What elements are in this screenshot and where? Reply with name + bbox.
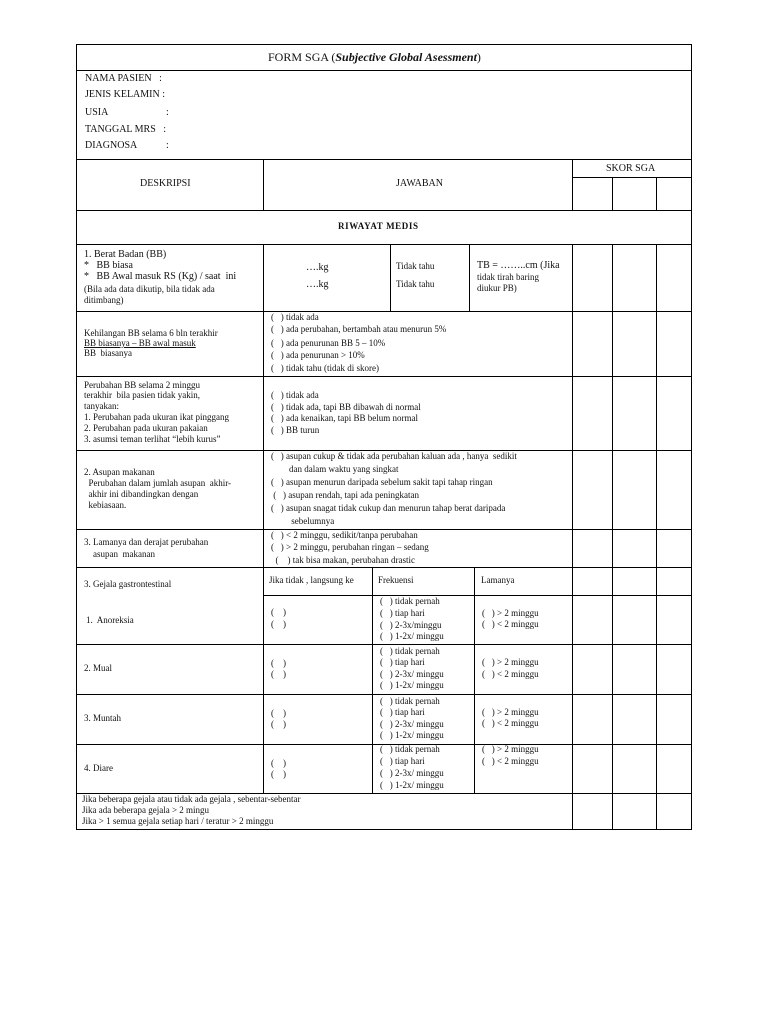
perubahan-desc: 1. Perubahan pada ukuran ikat pinggang: [84, 412, 229, 422]
asupan-desc: Perubahan dalam jumlah asupan akhir-: [84, 478, 232, 488]
freq-option[interactable]: ( ) tidak pernah: [380, 696, 440, 706]
berat-badan-desc: * BB biasa: [84, 260, 133, 271]
gejala-label-mual: 2. Mual: [84, 663, 112, 673]
tidak-tahu-option[interactable]: Tidak tahu: [396, 279, 435, 289]
scoring-note: Jika > 1 semua gejala setiap hari / teratur > 2 minggu: [82, 816, 274, 826]
patient-mrs-date-label: TANGGAL MRS :: [85, 124, 167, 135]
col-header-skor-sga: SKOR SGA: [606, 163, 656, 174]
lama-option[interactable]: ( ) < 2 minggu: [482, 669, 539, 679]
divider: [76, 694, 692, 695]
scoring-note: Jika beberapa gejala atau tidak ada gejala , sebentar-sebentar: [82, 794, 301, 804]
gejala-checkbox[interactable]: ( ): [271, 658, 286, 668]
asupan-option[interactable]: ( ) asupan menurun daripada sebelum sakit tapi tahap ringan: [271, 477, 493, 487]
lamanya-option[interactable]: ( ) tak bisa makan, perubahan drastic: [271, 555, 415, 565]
form-title: FORM SGA (Subjective Global Asessment): [268, 50, 481, 64]
divider: [76, 244, 692, 245]
freq-option[interactable]: ( ) tiap hari: [380, 608, 425, 618]
gejala-label-anoreksia: 1. Anoreksia: [86, 615, 134, 625]
divider: [263, 159, 264, 210]
kehilangan-option[interactable]: ( ) ada penurunan BB 5 – 10%: [271, 338, 386, 348]
gejala-col-frekuensi: Frekuensi: [378, 575, 414, 585]
divider: [263, 595, 692, 596]
kehilangan-option[interactable]: ( ) ada penurunan > 10%: [271, 350, 365, 360]
patient-age-label: USIA: [85, 107, 109, 118]
lamanya-desc: asupan makanan: [84, 549, 155, 559]
tb-note: diukur PB): [477, 283, 517, 293]
divider: [656, 177, 657, 210]
asupan-desc: akhir ini dibandingkan dengan: [84, 489, 199, 499]
section-title-riwayat-medis: RIWAYAT MEDIS: [338, 221, 419, 231]
lama-option[interactable]: ( ) > 2 minggu: [482, 744, 539, 754]
divider: [656, 244, 657, 830]
colon: :: [166, 140, 169, 151]
asupan-option[interactable]: ( ) asupan cukup & tidak ada perubahan kaluan ada , hanya sedikit: [271, 451, 517, 461]
divider: [76, 644, 692, 645]
lama-option[interactable]: ( ) < 2 minggu: [482, 756, 539, 766]
colon: :: [166, 107, 169, 118]
lama-option[interactable]: ( ) > 2 minggu: [482, 707, 539, 717]
divider: [76, 70, 692, 71]
bb-awal-kg-field[interactable]: ….kg: [306, 279, 329, 290]
freq-option[interactable]: ( ) tidak pernah: [380, 744, 440, 754]
kehilangan-formula: BB biasanya – BB awal masuk: [84, 338, 196, 348]
lama-option[interactable]: ( ) < 2 minggu: [482, 619, 539, 629]
freq-option[interactable]: ( ) tiap hari: [380, 657, 425, 667]
divider: [76, 376, 692, 377]
divider: [572, 159, 573, 210]
divider: [474, 567, 475, 793]
perubahan-desc: 2. Perubahan pada ukuran pakaian: [84, 423, 208, 433]
perubahan-option[interactable]: ( ) tidak ada, tapi BB dibawah di normal: [271, 402, 421, 412]
asupan-desc: 2. Asupan makanan: [84, 467, 155, 477]
gejala-label-muntah: 3. Muntah: [84, 713, 121, 723]
tb-note: tidak tirah baring: [477, 272, 539, 282]
freq-option[interactable]: ( ) 2-3x/minggu: [380, 620, 442, 630]
asupan-option[interactable]: ( ) asupan rendah, tapi ada peningkatan: [271, 490, 419, 500]
divider: [612, 244, 613, 830]
tb-field[interactable]: TB = ……..cm (Jika: [477, 260, 560, 271]
lama-option[interactable]: ( ) > 2 minggu: [482, 657, 539, 667]
col-header-jawaban: JAWABAN: [396, 178, 443, 189]
perubahan-desc: terakhir bila pasien tidak yakin,: [84, 390, 200, 400]
asupan-option[interactable]: ( ) asupan snagat tidak cukup dan menurun tahap berat daripada: [271, 503, 506, 513]
tidak-tahu-option[interactable]: Tidak tahu: [396, 261, 435, 271]
freq-option[interactable]: ( ) tidak pernah: [380, 646, 440, 656]
divider: [372, 567, 373, 793]
kehilangan-formula: BB biasanya: [84, 348, 132, 358]
divider: [572, 244, 573, 830]
patient-diagnosis-label: DIAGNOSA: [85, 140, 138, 151]
divider: [76, 567, 692, 568]
freq-option[interactable]: ( ) 1-2x/ minggu: [380, 780, 444, 790]
gejala-checkbox[interactable]: ( ): [271, 769, 286, 779]
kehilangan-option[interactable]: ( ) ada perubahan, bertambah atau menurun 5%: [271, 324, 447, 334]
perubahan-option[interactable]: ( ) tidak ada: [271, 390, 319, 400]
perubahan-option[interactable]: ( ) BB turun: [271, 425, 320, 435]
gejala-col-jika: Jika tidak , langsung ke: [269, 575, 354, 585]
gejala-checkbox[interactable]: ( ): [271, 708, 286, 718]
bb-biasa-kg-field[interactable]: ….kg: [306, 262, 329, 273]
scoring-note: Jika ada beberapa gejala > 2 mingu: [82, 805, 210, 815]
freq-option[interactable]: ( ) tiap hari: [380, 756, 425, 766]
freq-option[interactable]: ( ) tidak pernah: [380, 596, 440, 606]
freq-option[interactable]: ( ) 1-2x/ minggu: [380, 680, 444, 690]
freq-option[interactable]: ( ) 2-3x/ minggu: [380, 768, 444, 778]
perubahan-desc: tanyakan:: [84, 401, 119, 411]
lamanya-desc: 3. Lamanya dan derajat perubahan: [84, 537, 209, 547]
patient-name-label: NAMA PASIEN :: [85, 73, 162, 84]
divider: [469, 244, 470, 311]
freq-option[interactable]: ( ) 2-3x/ minggu: [380, 719, 444, 729]
patient-gender-label: JENIS KELAMIN :: [85, 89, 165, 100]
freq-option[interactable]: ( ) 1-2x/ minggu: [380, 631, 444, 641]
gejala-checkbox[interactable]: ( ): [271, 619, 286, 629]
divider: [390, 244, 391, 311]
gejala-checkbox[interactable]: ( ): [271, 669, 286, 679]
asupan-desc: kebiasaan.: [84, 500, 127, 510]
col-header-deskripsi: DESKRIPSI: [140, 178, 191, 189]
divider: [263, 244, 264, 793]
freq-option[interactable]: ( ) tiap hari: [380, 707, 425, 717]
kehilangan-desc: Kehilangan BB selama 6 bln terakhir: [84, 328, 218, 338]
freq-option[interactable]: ( ) 2-3x/ minggu: [380, 669, 444, 679]
berat-badan-desc: * BB Awal masuk RS (Kg) / saat ini: [84, 271, 237, 282]
gejala-title: 3. Gejala gastrontestinal: [84, 579, 172, 589]
asupan-option-cont: sebelumnya: [271, 516, 335, 526]
kehilangan-option[interactable]: ( ) tidak ada: [271, 312, 319, 322]
berat-badan-desc: (Bila ada data dikutip, bila tidak ada: [84, 284, 215, 294]
gejala-col-lamanya: Lamanya: [481, 575, 515, 585]
berat-badan-desc: ditimbang): [84, 295, 124, 305]
freq-option[interactable]: ( ) 1-2x/ minggu: [380, 730, 444, 740]
perubahan-desc: 3. asumsi teman terlihat “lebih kurus”: [84, 434, 221, 444]
gejala-checkbox[interactable]: ( ): [271, 719, 286, 729]
lamanya-option[interactable]: ( ) > 2 minggu, perubahan ringan – sedang: [271, 542, 429, 552]
perubahan-option[interactable]: ( ) ada kenaikan, tapi BB belum normal: [271, 413, 418, 423]
lama-option[interactable]: ( ) > 2 minggu: [482, 608, 539, 618]
lama-option[interactable]: ( ) < 2 minggu: [482, 718, 539, 728]
divider: [76, 159, 692, 160]
perubahan-desc: Perubahan BB selama 2 minggu: [84, 380, 200, 390]
gejala-checkbox[interactable]: ( ): [271, 607, 286, 617]
divider: [76, 210, 692, 211]
berat-badan-desc: 1. Berat Badan (BB): [84, 249, 167, 260]
lamanya-option[interactable]: ( ) < 2 minggu, sedikit/tanpa perubahan: [271, 530, 418, 540]
divider: [572, 177, 692, 178]
kehilangan-option[interactable]: ( ) tidak tahu (tidak di skore): [271, 363, 379, 373]
divider: [76, 311, 692, 312]
divider: [612, 177, 613, 210]
gejala-checkbox[interactable]: ( ): [271, 758, 286, 768]
gejala-label-diare: 4. Diare: [84, 763, 113, 773]
asupan-option-cont: dan dalam waktu yang singkat: [271, 464, 399, 474]
